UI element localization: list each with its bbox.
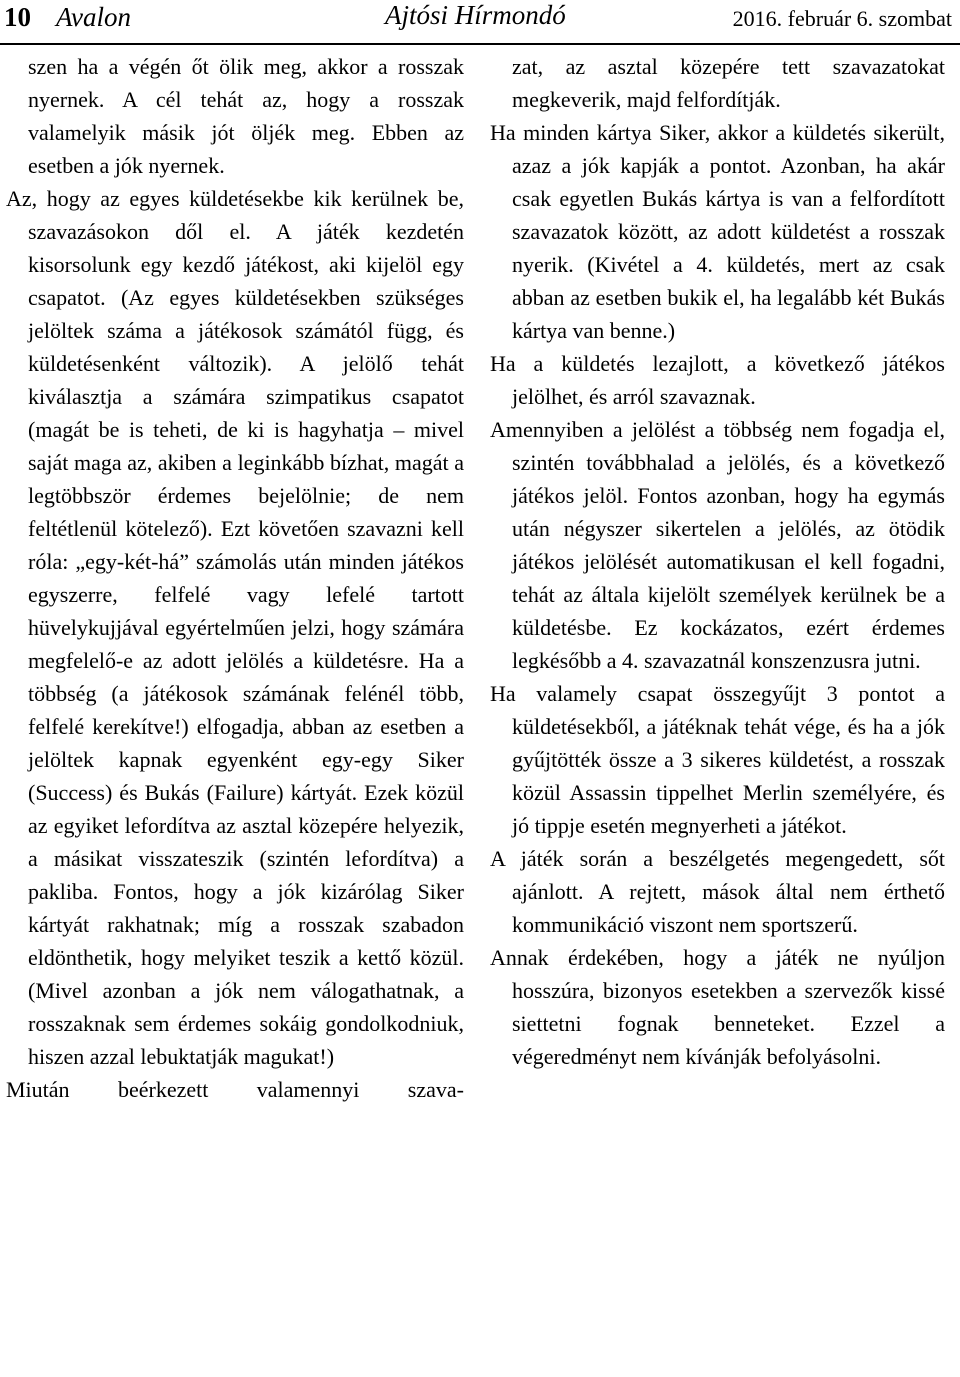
page-header <box>0 0 960 40</box>
paragraph: Ha valamely csapat összegyűjt 3 pontot a küldetésekből, a játéknak tehát vége, és ha a jók gyűjtötték össze a 3 sikeres küldetést, a rosszak közül Assassin tippelhet Merlin személyére, és jó tippje esetén megnyerheti a játékot. <box>490 681 945 838</box>
paragraph: A játék során a beszélgetés megengedett, sőt ajánlott. A rejtett, mások által nem érthető kommunikáció viszont nem sportszerű. <box>490 846 945 937</box>
newspaper-title: Ajtósi Hírmondó <box>385 0 566 30</box>
paragraph: Ha minden kártya Siker, akkor a küldetés sikerült, azaz a jók kapják a pontot. Azonban, ha akár csak egyetlen Bukás kártya is van a felfordított szavazatok között, az adott küldetést a rosszak nyerik. (Kivétel a 4. küldetés, mert az csak abban az esetben bukik el, ha legalább két Bukás kártya van benne.) <box>490 120 945 343</box>
issue-date: 2016. február 6. szombat <box>732 6 952 31</box>
left-column <box>6 50 464 1106</box>
paragraph: zat, az asztal közepére tett szavazatokat megkeverik, majd felfordítják. <box>512 54 945 112</box>
page-number: 10 <box>4 2 31 32</box>
right-column <box>490 50 945 1073</box>
paragraph: Miután beérkezett valamennyi szava- <box>6 1077 464 1102</box>
paragraph: Ha a küldetés lezajlott, a következő játékos jelölhet, és arról szavaznak. <box>490 351 945 409</box>
paragraph: Az, hogy az egyes küldetésekbe kik kerülnek be, szavazásokon dől el. A játék kezdetén kisorsolunk egy kezdő játékost, aki kijelöl egy csapatot. (Az egyes küldetésekben szükséges jelöltek száma a játékosok számától függ, és küldetésenként változik). A jelölő tehát kiválasztja a számára szimpatikus csapatot (magát be is teheti, de ki is hagyhatja – mivel saját maga az, akiben a leginkább bízhat, magát a legtöbbször érdemes bejelölnie; de nem feltétlenül kötelező). Ezt követően szavazni kell róla: „egy-két-há” számolás után minden játékos egyszerre, felfelé vagy lefelé tartott hüvelykujjával egyértelműen jelzi, hogy számára megfelelő-e az adott jelölés a küldetésre. Ha a többség (a játékosok számának felénél több, felfelé kerekítve!) elfogadja, abban az esetben a jelöltek kapnak egyenként egy-egy Siker (Success) és Bukás (Failure) kártyát. Ezek közül az egyiket lefordítva az asztal közepére helyezik, a másikat visszateszik (szintén lefordítva) a pakliba. Fontos, hogy a jók kizárólag Siker kártyát rakhatnak; míg a rosszak szabadon eldönthetik, hogy melyiket teszik a kettő közül. (Mivel azonban a jók nem válogathatnak, a rosszaknak sem érdemes sokáig gondolkodniuk, hiszen azzal lebuktatják magukat!) <box>6 186 464 1069</box>
paragraph: Annak érdekében, hogy a játék ne nyúljon hosszúra, bizonyos esetekben a szervezők kissé siettetni fognak benneteket. Ezzel a végeredményt nem kívánják befolyásolni. <box>490 945 945 1069</box>
header-divider <box>0 43 960 45</box>
paragraph: Amennyiben a jelölést a többség nem fogadja el, szintén továbbhalad a jelölés, és a következő játékos jelöl. Fontos azonban, hogy ha egymás után négyszer sikertelen a jelölés, az ötödik játékos jelölését automatikusan el kell fogadni, tehát az általa kijelölt személyek kerülnek be a küldetésbe. Ez kockázatos, ezért érdemes legkésőbb a 4. szavazatnál konszenzusra jutni. <box>490 417 945 673</box>
section-title: Avalon <box>56 2 131 32</box>
paragraph: szen ha a végén őt ölik meg, akkor a rosszak nyernek. A cél tehát az, hogy a rosszak valamelyik másik jót öljék meg. Ebben az esetben a jók nyernek. <box>28 54 464 178</box>
